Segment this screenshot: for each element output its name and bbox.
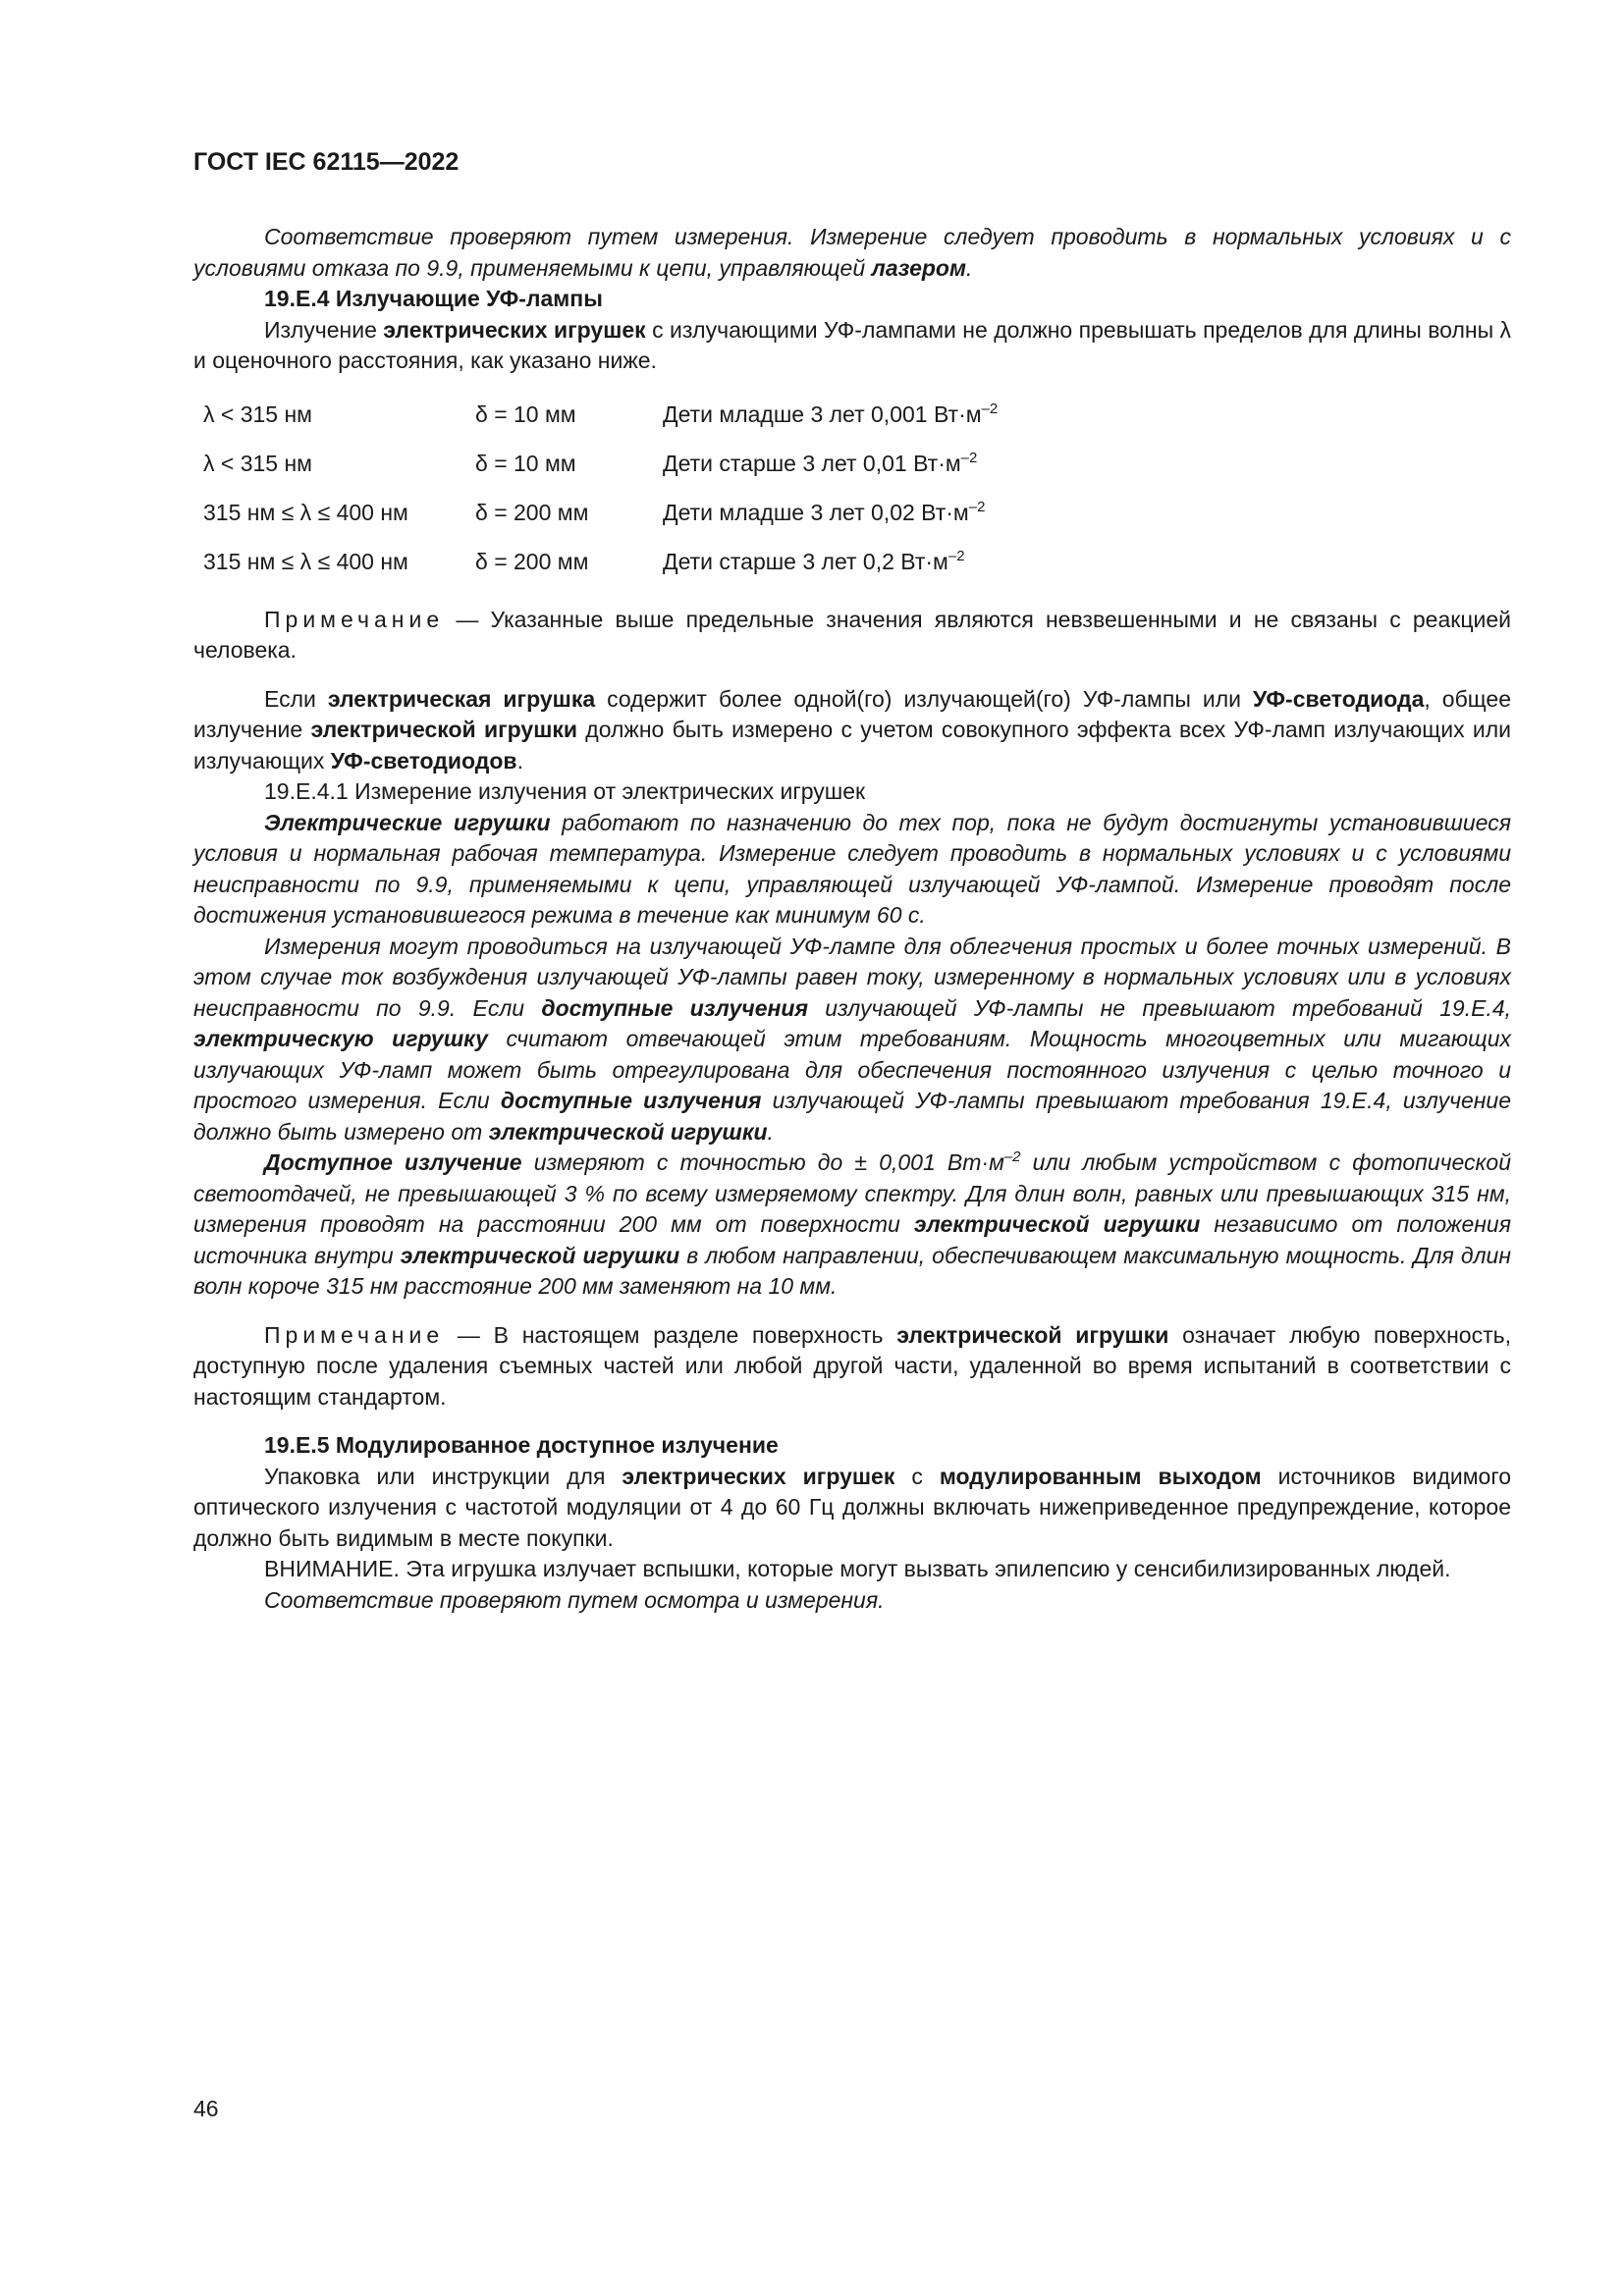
note-limits: Примечание — Указанные выше предельные значения являются невзвешенными и не связаны с реакцией человека. bbox=[193, 606, 1511, 663]
wavelength-cell: λ < 315 нм bbox=[203, 400, 312, 427]
paragraph-accessible-emission: Доступное излучение измеряют с точностью до ± 0,001 $Вт\cdot м^{-2}$ или любым устройством с фотопической светоотдачей, не превышающей 3 % по всему измеряемому спектру. Для длин волн, равных или превышающих 315 нм, измерения проводят на расстоянии 200 мм от поверхности электрической игрушки независимо от положения источника внутри электрической игрушки в любом направлении, обеспечивающем максимальную мощность. Для длин волн короче 315 нм расстояние 200 мм заменяют на 10 мм. bbox=[193, 1148, 1511, 1299]
section-heading-19e5: 19.E.5 Модулированное доступное излучение bbox=[264, 1432, 779, 1458]
limit-cell: Дети младше 3 лет 0,02 $Вт\cdot м^{-2}$ bbox=[663, 498, 986, 525]
wavelength-cell: λ < 315 нм bbox=[203, 450, 312, 476]
paragraph-packaging: Упаковка или инструкции для электрических игрушек с модулированным выходом источников видимого оптического излучения с частотой модуляции от 4 до 60 Гц должны включать нижеприведенное предупреждение, которое должно быть видимым в месте покупки. bbox=[193, 1463, 1511, 1551]
wavelength-cell: 315 нм ≤ λ ≤ 400 нм bbox=[203, 499, 408, 525]
table-row bbox=[193, 538, 1007, 587]
wavelength-cell: 315 нм ≤ λ ≤ 400 нм bbox=[203, 548, 408, 574]
limit-cell: Дети младше 3 лет 0,001 $Вт\cdot м^{-2}$ bbox=[663, 400, 999, 427]
note-surface: Примечание — В настоящем разделе поверхность электрической игрушки означает любую поверхность, доступную после удаления съемных частей или любой другой части, удаленной во время испытаний в соответствии с настоящим стандартом. bbox=[193, 1321, 1511, 1410]
paragraph-compliance-laser: Соответствие проверяют путем измерения. Измерение следует проводить в нормальных условиях и с условиями отказа по 9.9, применяемыми к цепи, управляющей лазером. bbox=[193, 224, 1511, 281]
limit-cell: Дети старше 3 лет 0,2 $Вт\cdot м^{-2}$ bbox=[663, 547, 965, 574]
warning-text: ВНИМАНИЕ. Эта игрушка излучает вспышки, которые могут вызвать эпилепсию у сенсибилизированных людей. bbox=[264, 1556, 1451, 1581]
paragraph-compliance-inspection: Соответствие проверяют путем осмотра и измерения. bbox=[264, 1586, 885, 1613]
paragraph-multiple-lamps: Если электрическая игрушка содержит более одной(го) излучающей(го) УФ-лампы или УФ-светодиода, общее излучение электрической игрушки должно быть измерено с учетом совокупного эффекта всех УФ-ламп излучающих или излучающих УФ-светодиодов. bbox=[193, 685, 1511, 774]
paragraph-uv-emission: Излучение электрических игрушек с излучающими УФ-лампами не должно превышать пределов для длины волны λ и оценочного расстояния, как указано ниже. bbox=[193, 316, 1512, 373]
section-heading-19e4: 19.E.4 Излучающие УФ-лампы bbox=[264, 286, 603, 311]
document-header: ГОСТ IEC 62115—2022 bbox=[193, 148, 460, 176]
paragraph-operation: Электрические игрушки работают по назначению до тех пор, пока не будут достигнуты установившиеся условия и нормальная рабочая температура. Измерение следует проводить в нормальных условиях и с условиями неисправности по 9.9, применяемыми к цепи, управляющей излучающей УФ-лампой. Измерение проводят после достижения установившегося режима в течение как минимум 60 с. bbox=[193, 809, 1511, 928]
table-row bbox=[193, 489, 1007, 538]
distance-cell: δ = 10 мм bbox=[475, 450, 576, 476]
uv-limits-table bbox=[193, 391, 1007, 587]
distance-cell: δ = 200 мм bbox=[475, 548, 589, 574]
distance-cell: δ = 10 мм bbox=[475, 400, 576, 427]
distance-cell: δ = 200 мм bbox=[475, 499, 589, 525]
page-number: 46 bbox=[193, 2096, 219, 2121]
table-row bbox=[193, 391, 1007, 440]
page-content bbox=[193, 222, 1511, 1616]
paragraph-lamp-measurement: Измерения могут проводиться на излучающей УФ-лампе для облегчения простых и более точных измерений. В этом случае ток возбуждения излучающей УФ-лампы равен току, измеренному в нормальных условиях или в условиях неисправности по 9.9. Если доступные излучения излучающей УФ-лампы не превышают требований 19.E.4, электрическую игрушку считают отвечающей этим требованиям. Мощность многоцветных или мигающих излучающих УФ-ламп может быть отрегулирована для обеспечения постоянного излучения с целью точного и простого измерения. Если доступные излучения излучающей УФ-лампы превышают требования 19.E.4, излучение должно быть измерено от электрической игрушки. bbox=[193, 933, 1512, 1145]
table-row bbox=[193, 440, 1007, 489]
subsection-heading-19e41: 19.E.4.1 Измерение излучения от электрических игрушек bbox=[264, 778, 866, 804]
limit-cell: Дети старше 3 лет 0,01 $Вт\cdot м^{-2}$ bbox=[663, 449, 978, 476]
